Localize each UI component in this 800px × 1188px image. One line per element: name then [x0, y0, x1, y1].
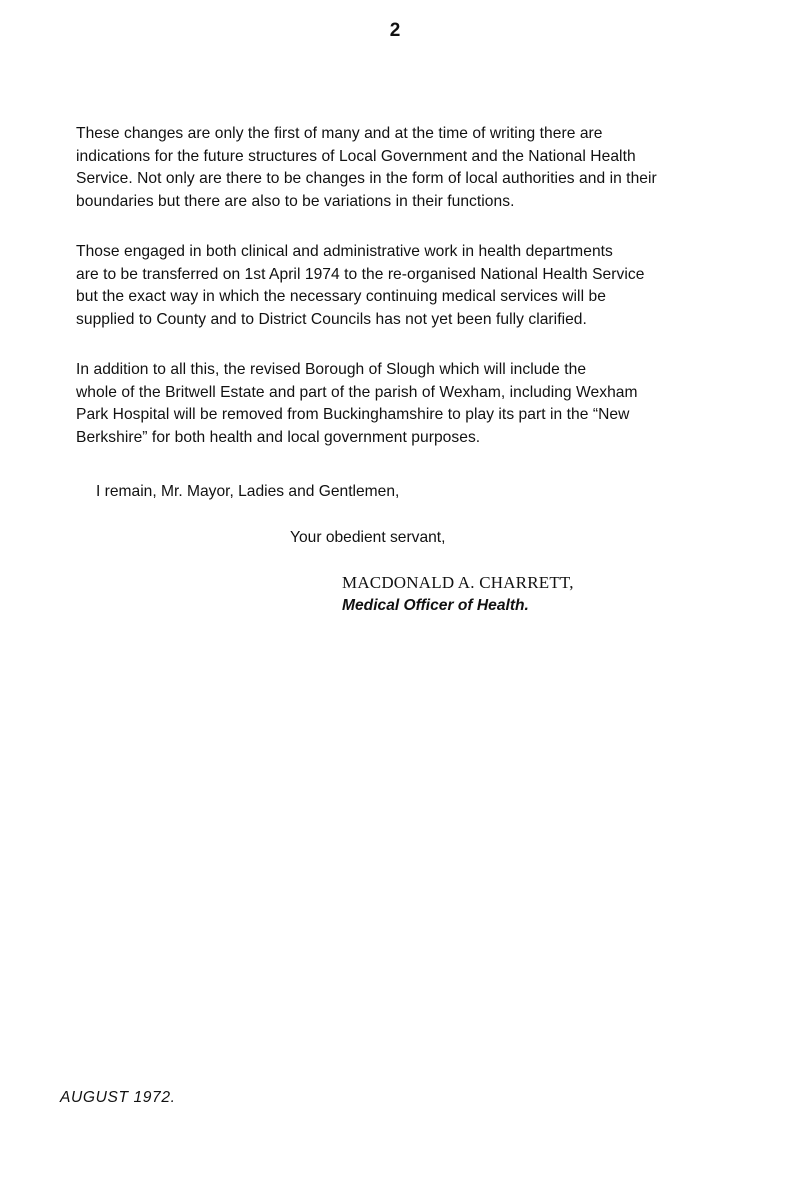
page-number: 2 [389, 20, 401, 41]
paragraph-line: In addition to all this, the revised Borough of Slough which will include the [76, 361, 587, 378]
paragraph-1 [76, 123, 788, 213]
paragraph-line: Those engaged in both clinical and administrative work in health departments [76, 243, 613, 260]
signatory-name: MACDONALD A. CHARRETT, [342, 573, 574, 592]
paragraph-line: boundaries but there are also to be variations in their functions. [76, 192, 515, 210]
paragraph-line: Berkshire” for both health and local government purposes. [76, 428, 481, 446]
closing-line: I remain, Mr. Mayor, Ladies and Gentlemen, [96, 483, 400, 500]
valediction: Your obedient servant, [290, 529, 446, 546]
paragraph-line: but the exact way in which the necessary continuing medical services will be [76, 288, 606, 305]
paragraph-line: whole of the Britwell Estate and part of the parish of Wexham, including Wexham [76, 383, 638, 401]
paragraph-line: are to be transferred on 1st April 1974 to the re-organised National Health Service [76, 265, 645, 283]
paragraph-line: These changes are only the first of many and at the time of writing there are [76, 125, 603, 142]
paragraph-line: supplied to County and to District Councils has not yet been fully clarified. [76, 310, 587, 328]
paragraph-line: Service. Not only are there to be changes in the form of local authorities and in their [76, 170, 657, 187]
signatory-title: Medical Officer of Health. [342, 597, 529, 614]
paragraph-2 [76, 241, 788, 331]
paragraph-line: Park Hospital will be removed from Buckinghamshire to play its part in the “New [76, 406, 630, 423]
paragraph-3 [76, 359, 788, 449]
document-date: AUGUST 1972. [60, 1089, 176, 1106]
paragraph-line: indications for the future structures of Local Government and the National Health [76, 147, 636, 165]
